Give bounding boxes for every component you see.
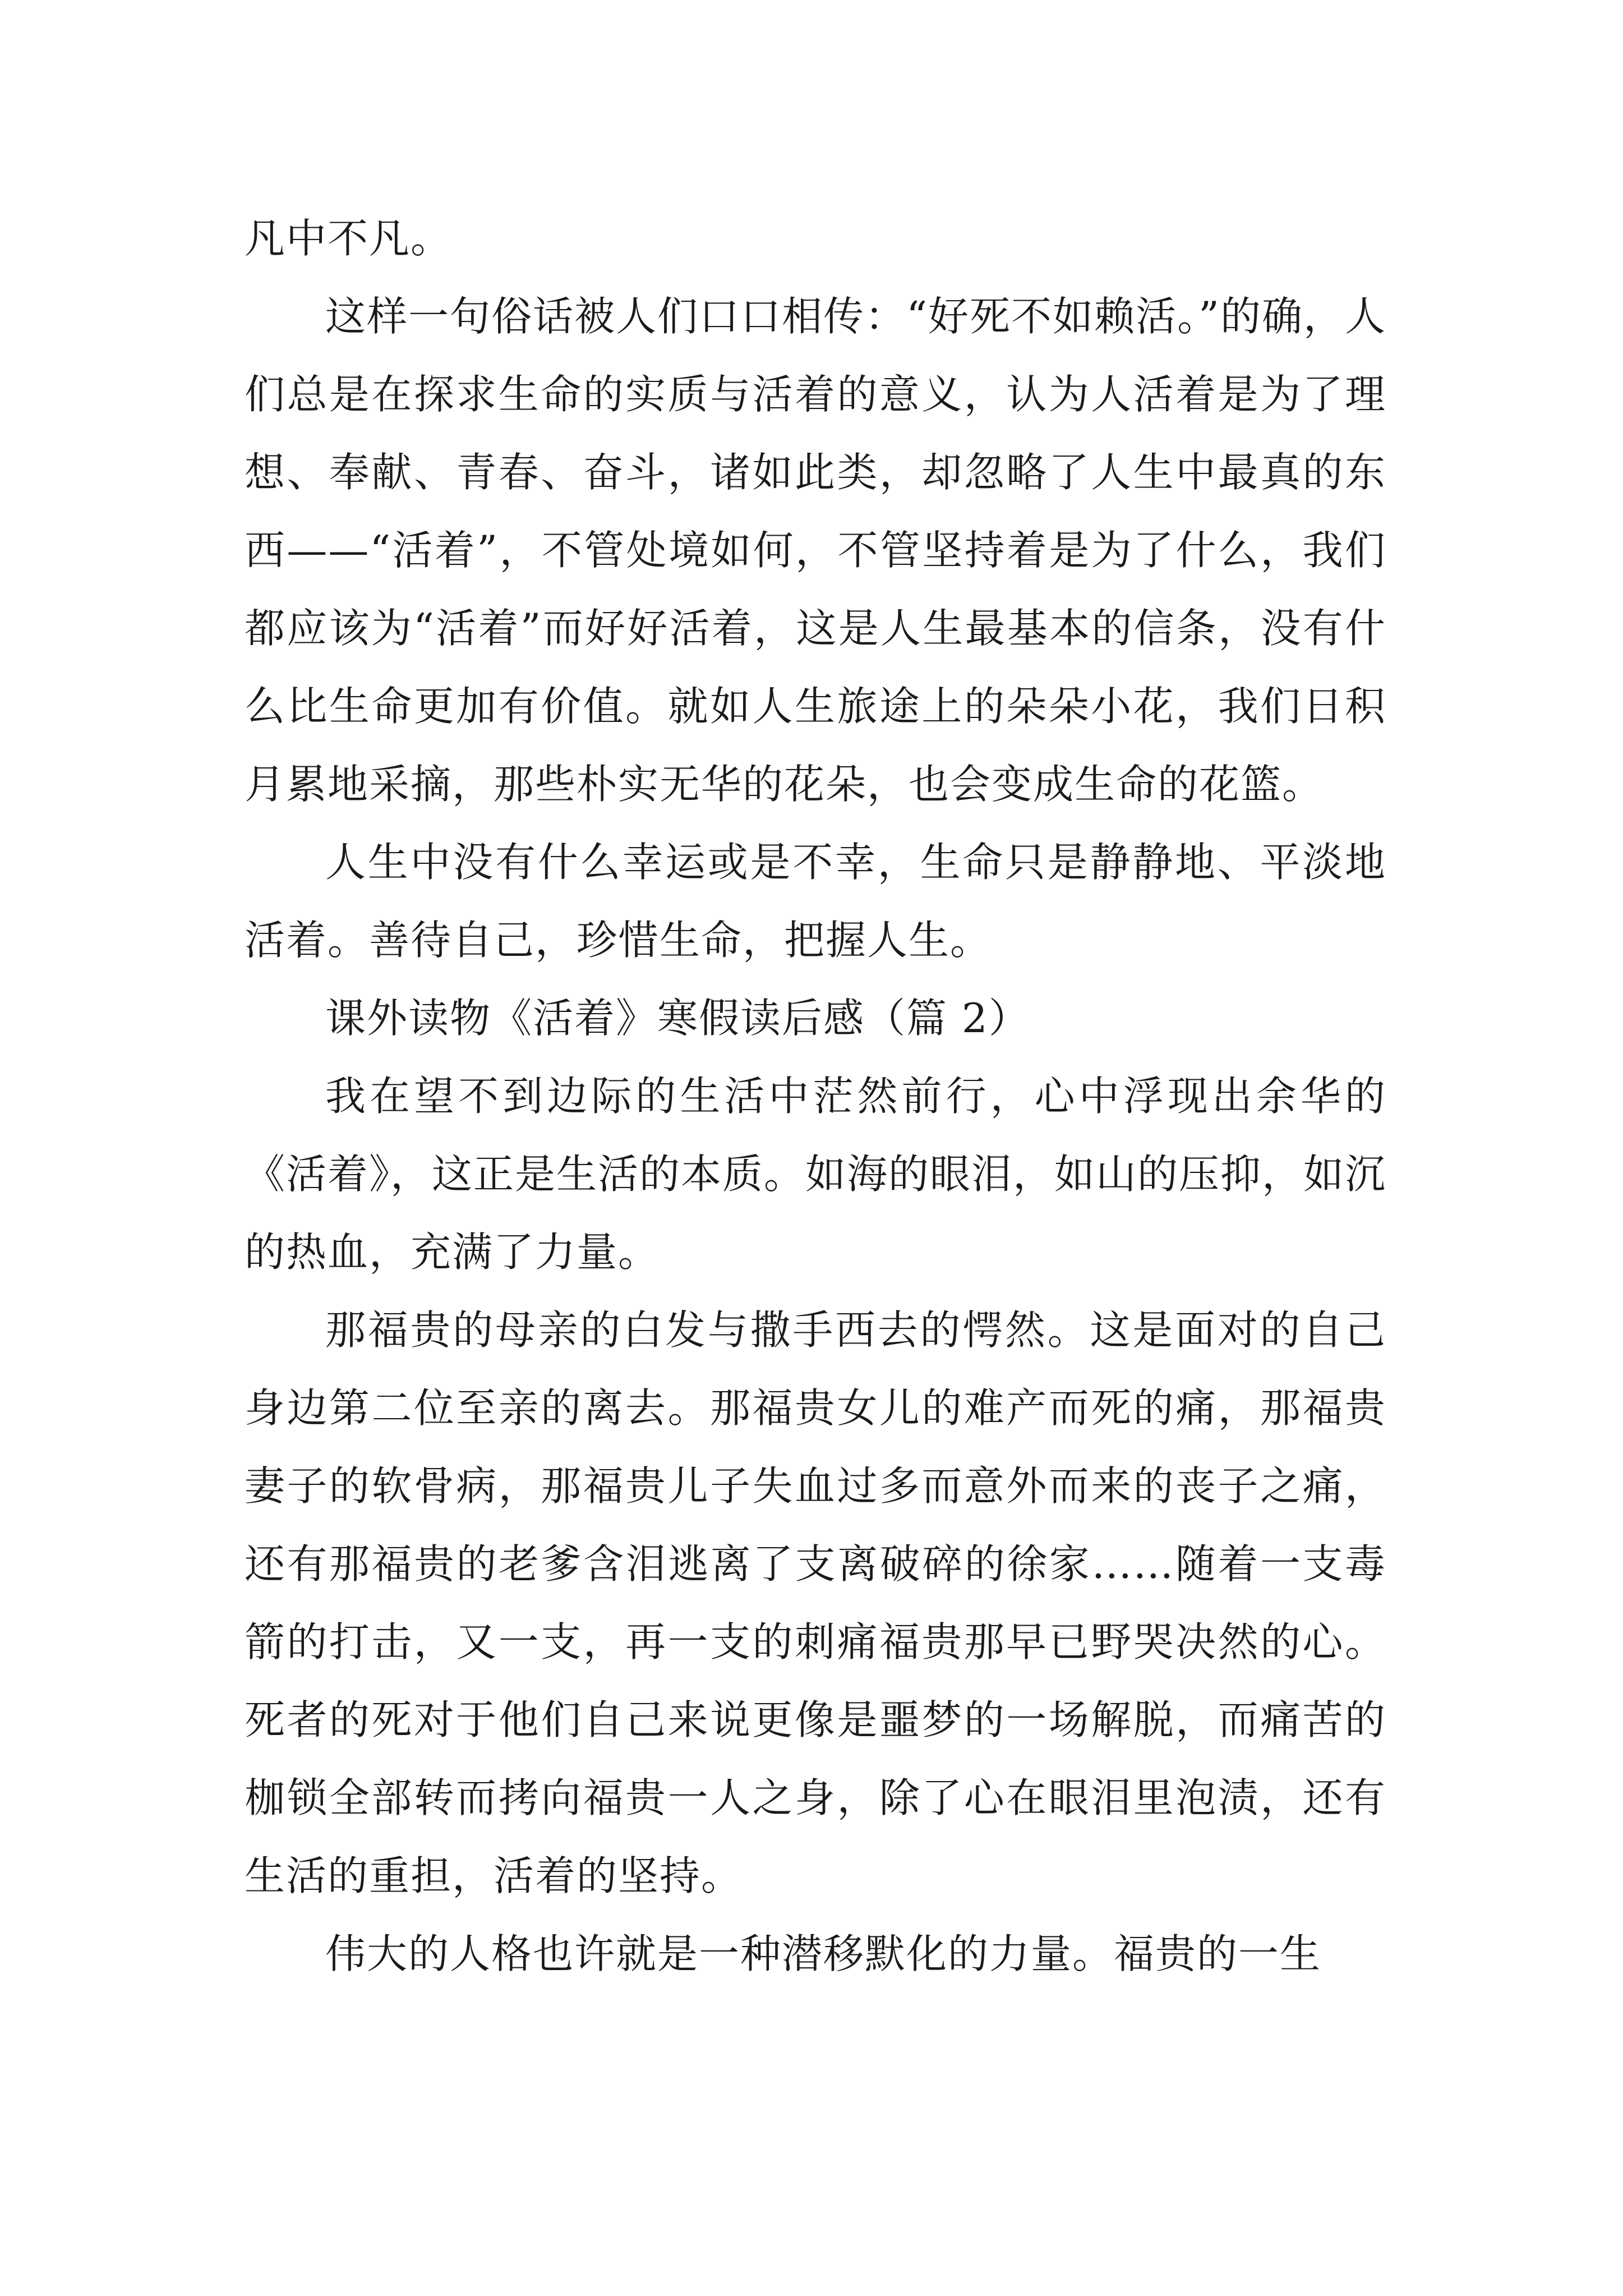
- paragraph: 那福贵的母亲的白发与撒手西去的愕然。这是面对的自己身边第二位至亲的离去。那福贵女儿的难产而死的痛，那福贵妻子的软骨病，那福贵儿子失血过多而意外而来的丧子之痛，还有那福贵的老爹含泪逃离了支离破碎的徐家……随着一支毒箭的打击，又一支，再一支的刺痛福贵那早已野哭决然的心。死者的死对于他们自己来说更像是噩梦的一场解脱，而痛苦的枷锁全部转而拷向福贵一人之身，除了心在眼泪里泡渍，还有生活的重担，活着的坚持。: [245, 1306, 1386, 1899]
- paragraph: 我在望不到边际的生活中茫然前行，心中浮现出余华的《活着》，这正是生活的本质。如海的眼泪，如山的压抑，如沉的热血，充满了力量。: [245, 1073, 1387, 1276]
- paragraph: 伟大的人格也许就是一种潜移默化的力量。福贵的一生: [325, 1930, 1322, 1977]
- paragraph-continuation: 凡中不凡。: [245, 215, 453, 262]
- section-heading: 课外读物《活着》寒假读后感（篇 2）: [325, 995, 1030, 1042]
- document-body: [245, 200, 1386, 1993]
- paragraph: 人生中没有什么幸运或是不幸，生命只是静静地、平淡地活着。善待自己，珍惜生命，把握人生。: [245, 839, 1386, 964]
- paragraph: 这样一句俗话被人们口口相传：“好死不如赖活。”的确，人们总是在探求生命的实质与活着的意义，认为人活着是为了理想、奉献、青春、奋斗，诸如此类，却忽略了人生中最真的东西——“活着”，不管处境如何，不管坚持着是为了什么，我们都应该为“活着”而好好活着，这是人生最基本的信条，没有什么比生命更加有价值。就如人生旅途上的朵朵小花，我们日积月累地采摘，那些朴实无华的花朵，也会变成生命的花篮。: [245, 293, 1386, 808]
